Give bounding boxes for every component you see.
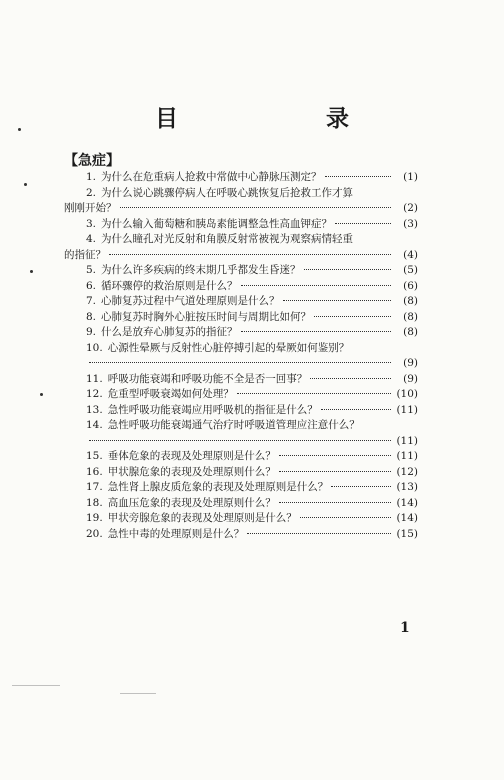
entry-title: 急性呼吸功能衰竭通气治疗时呼吸道管理应注意什么？ [107,419,360,431]
entry-title: 危重型呼吸衰竭如何处理？ [107,388,234,400]
entry-number: 16. [86,465,103,478]
scan-speck [40,393,43,396]
scan-speck [30,270,33,273]
entry-number: 2. [86,186,97,199]
toc-entry [64,403,418,419]
entry-title: 甲状旁腺危象的表现及处理原则是什么？ [107,512,297,524]
page-title: 目 录 [154,105,419,132]
entry-title: 呼吸功能衰竭和呼吸功能不全是否一回事？ [107,372,308,385]
entry-title: 急性中毒的处理原则是什么？ [107,527,245,540]
entry-page: (10) [396,388,418,400]
toc-entry [64,372,418,388]
scan-speck [18,128,21,131]
entry-number: 20. [86,527,103,540]
entry-number: 14. [86,419,103,431]
dot-leader [109,254,391,255]
entry-title: 为什么许多疾病的终末期几乎都发生昏迷？ [101,264,301,276]
entry-number: 17. [86,481,103,493]
toc-entry [64,279,418,295]
toc-entry [64,527,418,543]
toc-entry [64,496,418,512]
dot-leader [241,331,391,332]
toc-entry [64,325,418,341]
entry-page: (9) [403,372,418,385]
entry-page: (2) [403,202,418,214]
toc-entry [64,294,418,310]
entry-title: 急性肾上腺皮质危象的表现及处理原则是什么？ [107,481,329,493]
dot-leader [321,409,391,410]
section-heading: 【急症】 [64,153,120,169]
dot-leader [331,486,391,487]
toc-entry [64,186,418,217]
dot-leader [279,502,391,503]
entry-page: (6) [403,279,418,292]
entry-number: 6. [86,279,97,292]
toc-entry [64,341,418,372]
entry-number: 11. [86,372,103,385]
dot-leader [247,533,391,534]
entry-number: 1. [86,171,97,183]
entry-page: (8) [403,295,418,307]
entry-title: 心肺复苏过程中气道处理原则是什么？ [101,295,280,307]
entry-number: 3. [86,217,97,230]
dot-leader [237,393,391,394]
entry-title: 垂体危象的表现及处理原则是什么？ [107,450,276,462]
dot-leader [241,285,391,286]
scan-speck [24,183,27,186]
entry-title-continued: 刚刚开始？ [64,202,117,214]
entry-page: (8) [403,310,418,323]
dot-leader [304,269,391,270]
dot-leader [300,517,391,518]
entry-title: 为什么在危重病人抢救中常做中心静脉压测定？ [101,171,322,183]
dot-leader [283,300,391,301]
dot-leader [89,440,391,441]
dot-leader [279,455,391,456]
entry-page: (14) [396,496,418,509]
entry-page: (11) [396,450,418,462]
entry-number: 9. [86,326,97,338]
entry-title: 为什么说心跳骤停病人在呼吸心跳恢复后抢救工作才算 [101,186,354,199]
toc-entry [64,449,418,465]
entry-page: (1) [403,171,418,183]
toc-entry [64,263,418,279]
entry-title: 什么是放弃心肺复苏的指征？ [101,326,238,338]
page-number: 1 [400,620,410,636]
entry-page: (14) [396,512,418,524]
scan-mark [120,693,156,694]
entry-page: (8) [403,326,418,338]
entry-number: 8. [86,310,97,323]
toc-entry [64,511,418,527]
entry-title: 甲状腺危象的表现及处理原则什么？ [107,465,276,478]
toc-list [64,170,418,542]
dot-leader [310,378,391,379]
toc-entry [64,170,418,186]
entry-page: (12) [396,465,418,478]
entry-page: (5) [403,264,418,276]
entry-title: 循环骤停的救治原则是什么？ [101,279,238,292]
entry-page: (4) [403,248,418,261]
dot-leader [325,176,391,177]
toc-entry [64,418,418,449]
dot-leader [120,207,392,208]
entry-title: 心源性晕厥与反射性心脏停搏引起的晕厥如何鉴别？ [107,341,350,354]
entry-number: 4. [86,233,97,245]
entry-page: (11) [396,434,418,447]
toc-entry [64,465,418,481]
toc-entry [64,480,418,496]
entry-title: 急性呼吸功能衰竭应用呼吸机的指征是什么？ [107,403,318,416]
toc-entry [64,387,418,403]
entry-number: 13. [86,403,103,416]
dot-leader [279,471,391,472]
entry-page: (9) [403,357,418,369]
toc-entry [64,232,418,263]
entry-number: 12. [86,388,103,400]
entry-title: 为什么输入葡萄糖和胰岛素能调整急性高血钾症？ [101,217,333,230]
entry-page: (13) [396,481,418,493]
scan-mark [12,685,60,686]
entry-page: (15) [396,527,418,540]
entry-number: 7. [86,295,97,307]
entry-page: (3) [403,217,418,230]
dot-leader [89,362,391,363]
entry-number: 10. [86,341,103,354]
dot-leader [314,316,391,317]
entry-page: (11) [396,403,418,416]
entry-title: 心肺复苏时胸外心脏按压时间与周期比如何？ [101,310,312,323]
entry-title: 高血压危象的表现及处理原则什么？ [107,496,276,509]
entry-number: 15. [86,450,103,462]
dot-leader [335,223,391,224]
toc-entry [64,310,418,326]
entry-number: 18. [86,496,103,509]
entry-title: 为什么瞳孔对光反射和角膜反射常被视为观察病情轻重 [101,233,354,245]
entry-title-continued: 的指征？ [64,248,106,261]
toc-entry [64,217,418,233]
entry-number: 5. [86,264,97,276]
entry-number: 19. [86,512,103,524]
